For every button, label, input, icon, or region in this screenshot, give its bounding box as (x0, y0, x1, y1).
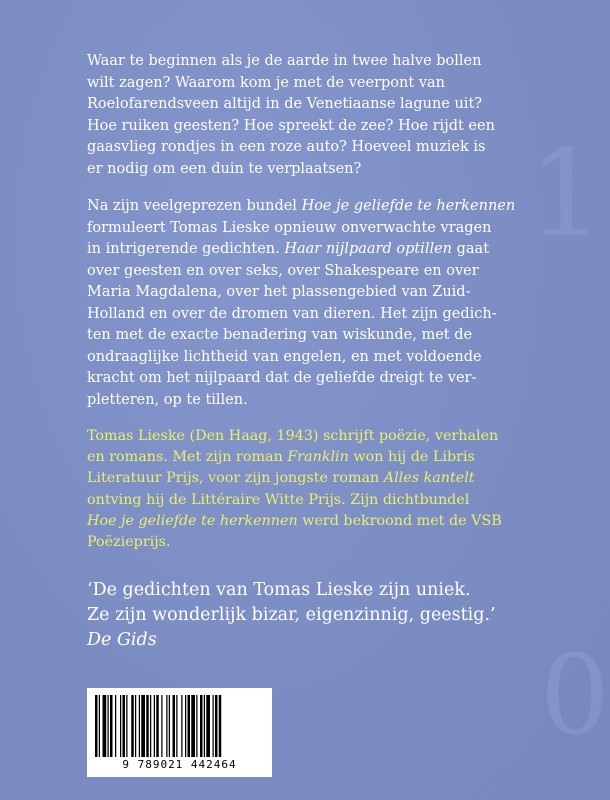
blurb-intro-line: er nodig om een duin te verplaatsen? (87, 160, 362, 177)
decorative-numeral-top: 1 (528, 125, 605, 264)
barcode-bar (120, 695, 121, 757)
blurb-main-line: Na zijn veelgeprezen bundel Hoe je geliefde te herkennen (87, 198, 516, 214)
blurb-intro-line: wilt zagen? Waarom kom je met de veerpont van (87, 74, 445, 91)
barcode-bar (200, 695, 203, 757)
blurb-main-line: ondraaglijke lichtheid van engelen, en met voldoende (87, 348, 482, 365)
barcode-bar (188, 695, 191, 757)
barcode-bar (139, 695, 140, 757)
blurb-main-description (87, 196, 517, 411)
barcode-bar (204, 695, 205, 757)
author-bio-line: Tomas Lieske (Den Haag, 1943) schrijft poëzie, verhalen (87, 428, 499, 444)
barcode-bar (191, 695, 195, 757)
barcode-bar (169, 695, 170, 757)
barcode-bar (154, 695, 155, 757)
novel-title-franklin: Franklin (287, 449, 349, 466)
barcode-bar (185, 695, 186, 757)
blurb-intro-questions (87, 51, 517, 180)
barcode-bar (150, 695, 151, 757)
blurb-intro-line: Hoe ruiken geesten? Hoe spreekt de zee? Hoe rijdt een (87, 117, 495, 134)
author-bio-line: ontving hij de Littéraire Witte Prijs. Zijn dichtbundel (87, 491, 470, 508)
barcode-bar (108, 695, 109, 757)
decorative-numeral-bottom: 0 (540, 631, 610, 759)
barcode-bar (213, 695, 214, 757)
book-title-current: Haar nijlpaard optillen (284, 241, 453, 257)
barcode-bar (115, 695, 116, 757)
blurb-main-line: Maria Magdalena, over het plassengebied van Zuid- (87, 284, 471, 300)
blurb-main-line: in intrigerende gedichten. Haar nijlpaard optillen gaat (87, 241, 490, 257)
blurb-main-line: Holland en over de dromen van dieren. Het zijn gedich- (87, 305, 497, 322)
blurb-main-line: kracht om het nijlpaard dat de geliefde dreigt te ver- (87, 370, 477, 386)
blurb-intro-line: Roelofarendsveen altijd in de Venetiaanse lagune uit? (87, 96, 483, 112)
barcode-bar (196, 695, 197, 757)
bundle-title: Hoe je geliefde te herkennen (87, 512, 298, 529)
blurb-main-line: formuleert Tomas Lieske opnieuw onverwachte vragen (87, 219, 492, 236)
book-title-previous: Hoe je geliefde te herkennen (301, 198, 516, 214)
barcode-bar (176, 695, 177, 757)
blurb-intro-line: Waar te beginnen als je de aarde in twee halve bollen (87, 53, 482, 69)
barcode-bar (141, 695, 145, 757)
barcode-bars (95, 695, 265, 757)
author-bio-line: Literatuur Prijs, voor zijn jongste roman Alles kantelt (87, 470, 475, 487)
blurb-intro-line: gaasvlieg rondjes in een roze auto? Hoeveel muziek is (87, 139, 486, 155)
barcode-bar (131, 695, 134, 757)
blurb-main-line: ten met de exacte benadering van wiskunde, met de (87, 327, 473, 343)
isbn-number: 9 789021 442464 (122, 758, 237, 771)
barcode-bar (161, 695, 162, 757)
novel-title-alles-kantelt: Alles kantelt (383, 470, 475, 487)
review-quote-line: Ze zijn wonderlijk bizar, eigenzinnig, geestig.’ (87, 605, 496, 625)
barcode-bar (215, 695, 218, 757)
barcode-bar (156, 695, 159, 757)
barcode-bar (206, 695, 210, 757)
author-bio-line: Poëzieprijs. (87, 534, 171, 551)
barcode-bar (135, 695, 136, 757)
barcode-bar (173, 695, 176, 757)
blurb-main-line: over geesten en over seks, over Shakespeare en over (87, 262, 479, 279)
barcode-bar (110, 695, 113, 757)
barcode-bar (103, 695, 107, 757)
review-quote (87, 578, 527, 653)
barcode-bar (95, 695, 98, 757)
barcode-bar (219, 695, 222, 757)
blurb-main-line: pletteren, op te tillen. (87, 391, 248, 408)
review-quote-line: ‘De gedichten van Tomas Lieske zijn uniek. (87, 580, 471, 600)
author-bio-line: Hoe je geliefde te herkennen werd bekroond met de VSB (87, 512, 502, 529)
author-bio (87, 426, 517, 553)
barcode-bar (181, 695, 182, 757)
barcode-bar (126, 695, 127, 757)
author-bio-line: en romans. Met zijn roman Franklin won hij de Libris (87, 449, 475, 466)
review-quote-source: De Gids (87, 630, 157, 650)
barcode-bar (123, 695, 126, 757)
barcode-bar (166, 695, 167, 757)
barcode-bar (146, 695, 149, 757)
isbn-barcode (87, 688, 272, 777)
barcode-bar (99, 695, 100, 757)
